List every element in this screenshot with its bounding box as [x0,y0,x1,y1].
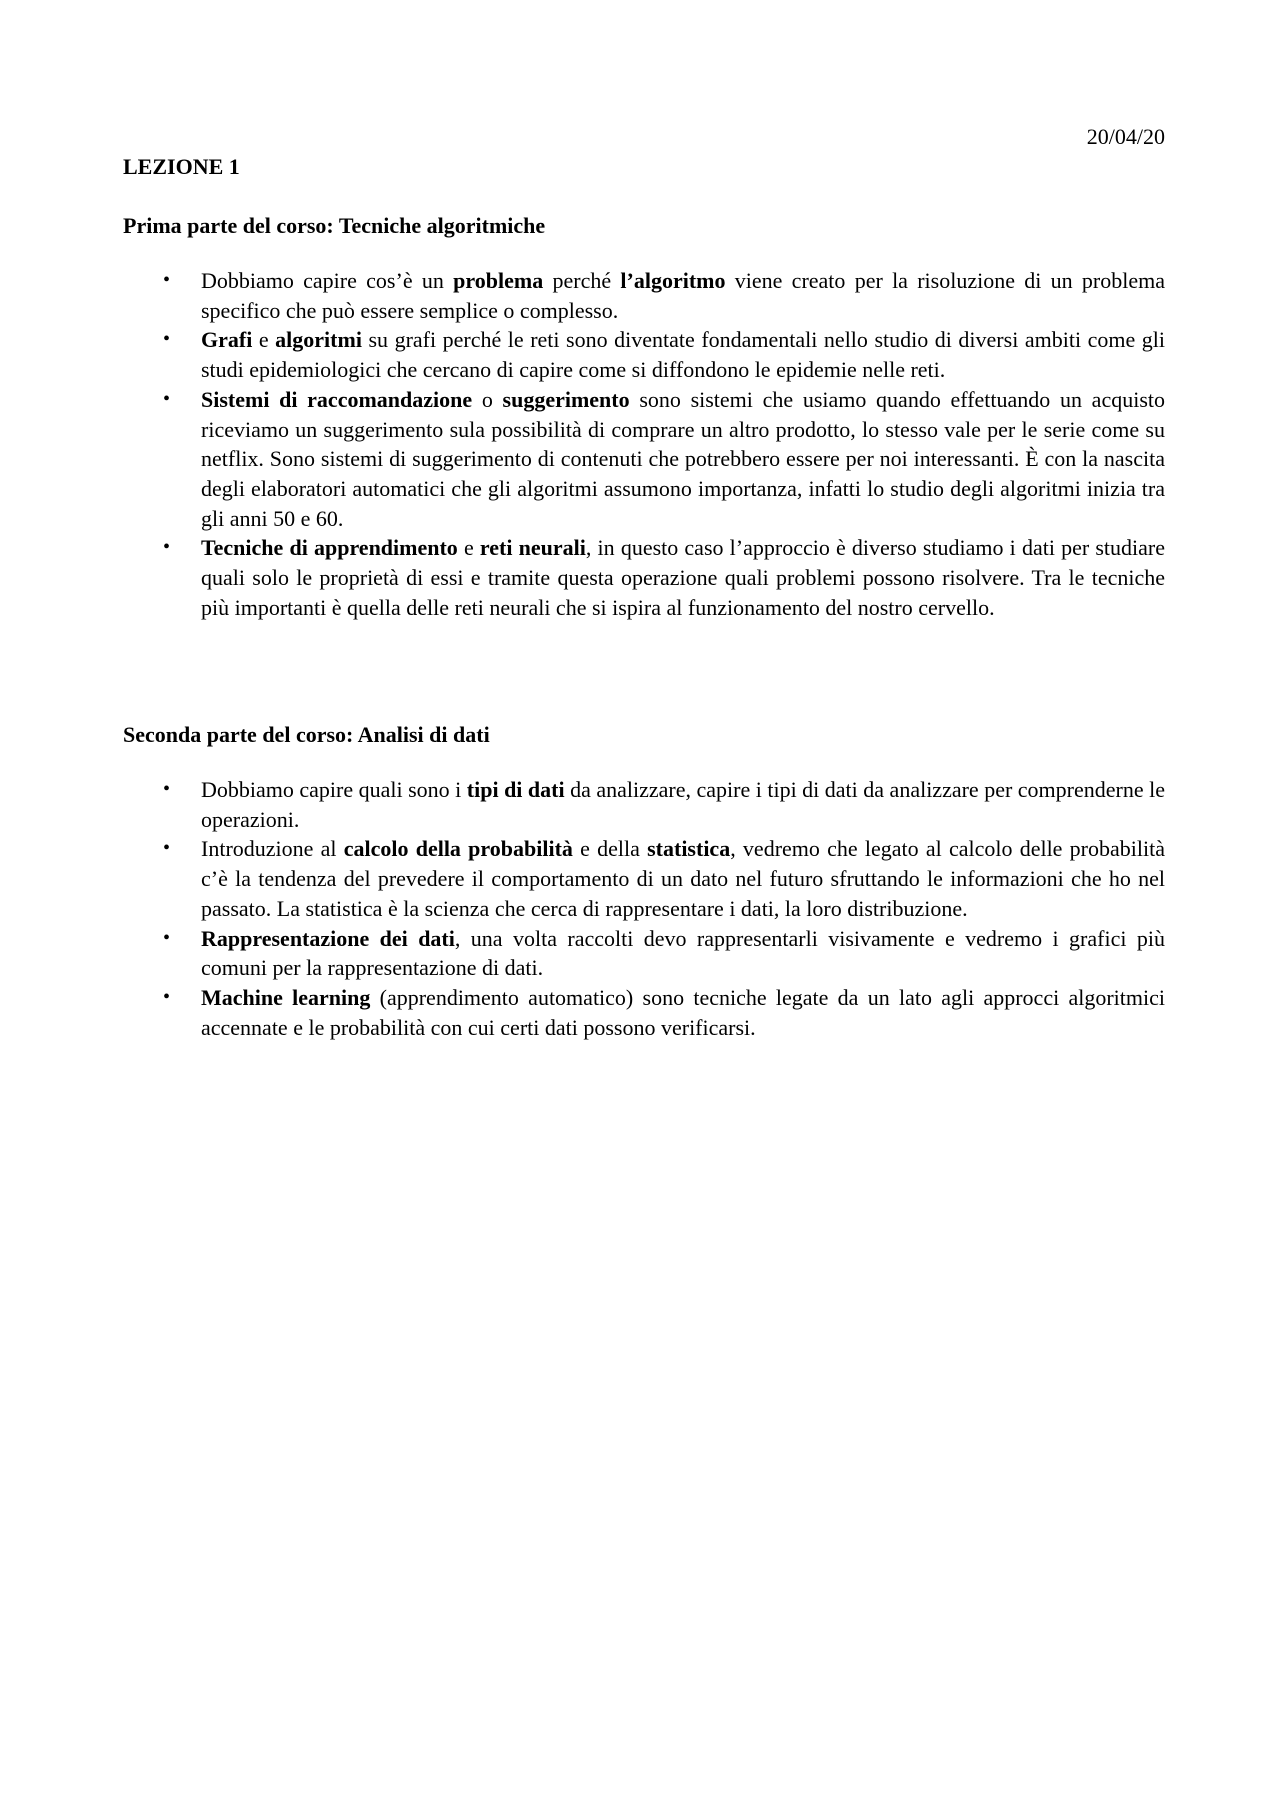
section-data-analysis [123,722,1165,1042]
bullet-icon: • [163,985,171,1008]
document-date: 20/04/20 [1086,124,1165,149]
bold-term: algoritmi [275,327,362,353]
text-span: viene creato per la risoluzione di un problema specifico che può essere semplice o complesso. [201,268,1166,323]
bold-term: Rappresentazione dei dati [201,925,455,951]
bold-term: l’algoritmo [620,268,726,293]
list-item [123,775,1165,834]
text-span: su grafi perché le reti sono diventate fondamentali nello studio di diversi ambiti come gli studi epidemiologici che cercano di capire come si diffondono le epidemie nelle reti. [201,327,1165,383]
bold-term: statistica [647,836,731,862]
text-span: (apprendimento automatico) sono tecniche legate da un lato agli approcci algoritmici accennate e le probabilità con cui certi dati possono verificarsi. [201,984,1165,1040]
text-span: e della [572,836,648,862]
section-algorithmic-techniques [123,213,1165,622]
lesson-title: LEZIONE 1 [123,154,240,179]
text-span: Introduzione al [201,836,344,862]
bold-term: Grafi [201,327,253,353]
bullet-icon: • [163,536,171,559]
bold-term: Sistemi di raccomandazione [201,386,473,412]
text-span: sono sistemi che usiamo quando effettuando un acquisto riceviamo un suggerimento sula possibilità di comprare un altro prodotto, lo stesso vale per le serie come su netflix. Sono sistemi di suggerimento di contenuti che potrebbero essere per noi interessanti. È con la nascita degli elaboratori automatici che gli algoritmi assumono importanza, infatti lo studio degli algoritmi inizia tra gli anni 50 e 60. [201,386,1165,531]
text-span: Dobbiamo capire cos’è un [201,268,454,293]
text-span: perché [543,268,621,293]
list-item [123,834,1165,923]
list-item [123,924,1165,983]
bold-term: Tecniche di apprendimento [201,535,458,561]
list-item [123,325,1165,384]
bullet-icon: • [163,926,171,949]
bold-term: tipi di dati [466,777,565,802]
bullet-icon: • [163,837,171,860]
list-item [123,385,1165,534]
bullet-list [123,266,1165,622]
section-heading: Prima parte del corso: Tecniche algoritmiche [123,213,546,238]
bullet-list [123,775,1165,1042]
bullet-icon: • [163,269,171,291]
text-span: Dobbiamo capire quali sono i [201,777,467,802]
text-span: , vedremo che legato al calcolo delle probabilità c’è la tendenza del prevedere il comportamento di un dato nel futuro sfruttando le informazioni che ho nel passato. La statistica è la scienza che cerca di rappresentare i dati, la loro distribuzione. [201,836,1165,921]
text-span: , in questo caso l’approccio è diverso studiamo i dati per studiare quali solo le proprietà di essi e tramite questa operazione quali problemi possono risolvere. Tra le tecniche più importanti è quella delle reti neurali che si ispira al funzionamento del nostro cervello. [201,535,1166,620]
text-span: , una volta raccolti devo rappresentarli visivamente e vedremo i grafici più comuni per la rappresentazione di dati. [201,925,1165,981]
list-item [123,533,1165,622]
bullet-icon: • [163,328,171,351]
bold-term: suggerimento [502,386,630,412]
text-span: o [472,386,503,412]
bold-term: reti neurali [479,535,586,561]
bullet-icon: • [163,387,171,410]
list-item [123,266,1165,325]
bold-term: Machine learning [201,984,371,1010]
text-span: e [252,327,276,353]
bold-term: problema [453,268,544,293]
section-heading: Seconda parte del corso: Analisi di dati [123,722,490,747]
bold-term: calcolo della probabilità [343,836,573,862]
bullet-icon: • [163,778,171,800]
text-span: e [457,535,480,561]
text-span: da analizzare, capire i tipi di dati da analizzare per comprenderne le operazioni. [201,777,1165,832]
list-item [123,983,1165,1042]
